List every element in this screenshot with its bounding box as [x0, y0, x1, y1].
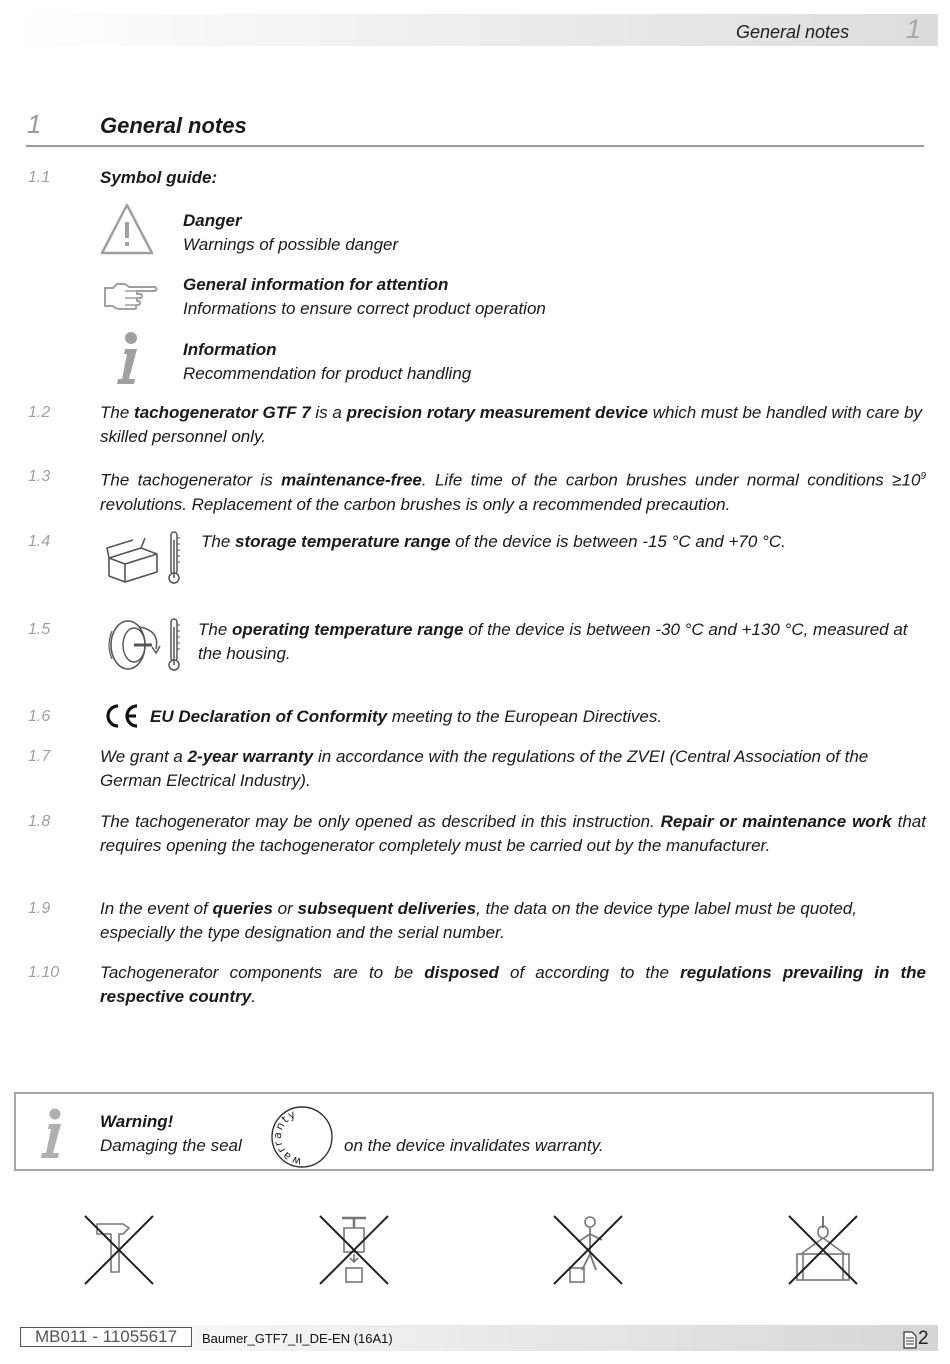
symbol-info-title: Information [183, 340, 277, 359]
danger-triangle-icon [99, 202, 155, 261]
item-number: 1.10 [28, 964, 60, 981]
symbol-attention-desc: Informations to ensure correct product operation [183, 299, 546, 318]
page-number: 2 [918, 1328, 929, 1349]
no-standing-icon [552, 1214, 624, 1291]
item-1-5-text: The operating temperature range of the device is between -30 °C and +130 °C, measured at the housing. [198, 620, 908, 663]
header-title: General notes [736, 22, 850, 42]
warranty-seal-icon [268, 1105, 336, 1174]
warning-info-icon [37, 1108, 67, 1165]
item-number: 1.6 [28, 708, 51, 725]
warning-text-end: on the device invalidates warranty. [344, 1136, 604, 1155]
symbol-danger-desc: Warnings of possible danger [183, 235, 399, 254]
item-number: 1.2 [28, 404, 51, 421]
section-number: 1 [27, 109, 42, 139]
item-number: 1.8 [28, 813, 51, 830]
header-chapter-number: 1 [906, 14, 922, 44]
symbol-guide-title: Symbol guide: [100, 168, 218, 187]
seal-text: warranty [270, 1106, 303, 1169]
item-1-4-text: The storage temperature range of the device is between -15 °C and +70 °C. [201, 532, 786, 551]
pointing-hand-icon [103, 280, 159, 317]
item-1-6-text: EU Declaration of Conformity meeting to the European Directives. [150, 707, 663, 726]
item-number: 1.3 [28, 468, 51, 485]
storage-box-icon [105, 530, 189, 591]
document-page-icon [903, 1331, 917, 1354]
symbol-attention-title: General information for attention [183, 275, 449, 294]
symbol-danger-title: Danger [183, 211, 242, 230]
symbol-info-desc: Recommendation for product handling [183, 364, 472, 383]
item-1-7-text: We grant a 2-year warranty in accordance with the regulations of the ZVEI (Central Association of the German Electrical Industry). [100, 747, 869, 790]
item-number: 1.5 [28, 621, 51, 638]
info-i-icon [113, 331, 143, 392]
item-number: 1.7 [28, 748, 51, 765]
document-code: MB011 - 11055617 [20, 1327, 192, 1347]
operating-rotation-icon [104, 615, 188, 678]
item-1-10-text: Tachogenerator components are to be disposed of according to the regulations prevailing in the respective country. [100, 963, 926, 1006]
ce-mark-icon [101, 703, 141, 734]
document-name: Baumer_GTF7_II_DE-EN (16A1) [202, 1331, 393, 1346]
item-1-3-text: The tachogenerator is maintenance-free. Life time of the carbon brushes under normal conditions $\ge 10^9$ revolutions. Replacement of the carbon brushes is only a recommended precaution. [100, 470, 926, 514]
item-number: 1.9 [28, 900, 51, 917]
item-1-9-text: In the event of queries or subsequent deliveries, the data on the device type label must be quoted, especially the type designation and the serial number. [100, 899, 857, 942]
no-lifting-icon [787, 1214, 859, 1291]
warning-text-start: Damaging the seal [100, 1136, 242, 1155]
section-divider [26, 145, 924, 147]
item-number: 1.1 [28, 169, 51, 186]
section-title: General notes [100, 113, 247, 138]
no-hammer-icon [83, 1214, 155, 1291]
item-1-2-text: The tachogenerator GTF 7 is a precision rotary measurement device which must be handled with care by skilled personnel only. [100, 403, 923, 446]
no-axial-load-icon [318, 1214, 390, 1291]
item-number: 1.4 [28, 533, 51, 550]
item-1-8-text: The tachogenerator may be only opened as described in this instruction. Repair or maintenance work that requires opening the tachogenerator completely must be carried out by the manufacturer. [100, 812, 926, 855]
warning-title: Warning! [100, 1112, 174, 1131]
